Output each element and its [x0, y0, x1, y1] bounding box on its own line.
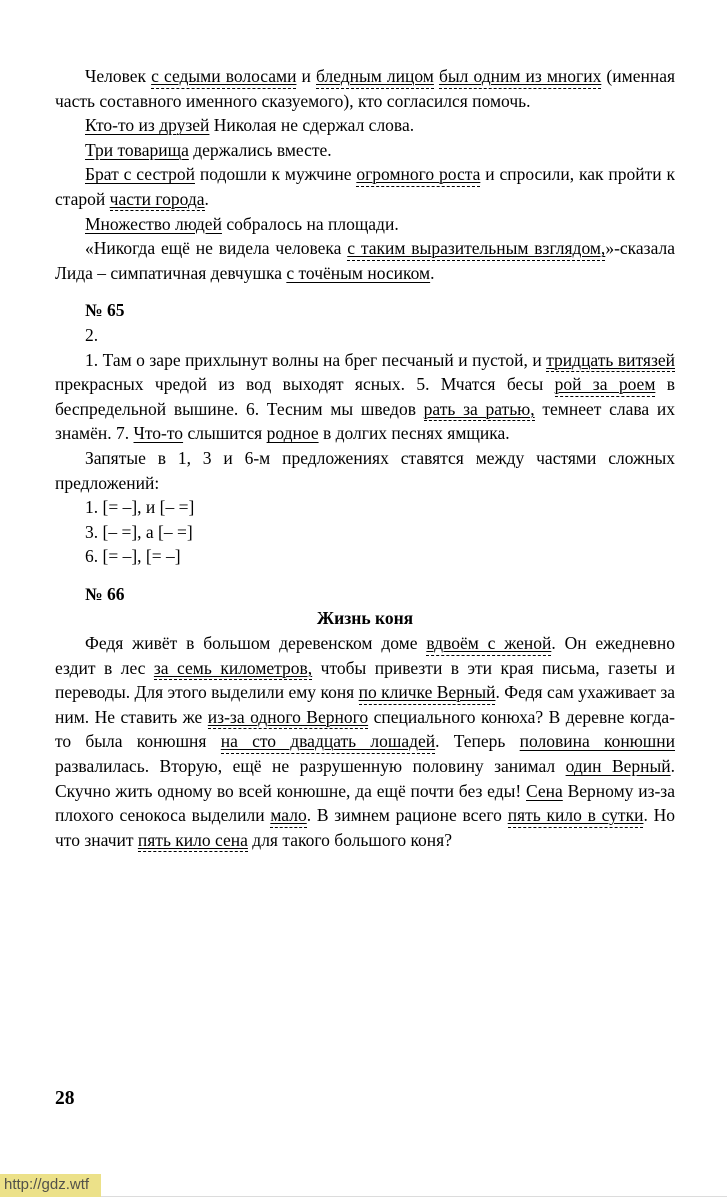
- text-run: 6. [= –], [= –]: [85, 546, 181, 567]
- underlined-text: Сена: [526, 780, 563, 801]
- text-run: .: [204, 188, 209, 209]
- underlined-text: Кто-то из друзей: [85, 115, 210, 136]
- paragraph-tri-tovarishcha: [55, 138, 675, 163]
- text-run: прекрасных чредой из вод выходят ясных. 5. Мчатся бесы: [55, 374, 555, 395]
- underlined-text: с точёным носиком: [286, 262, 431, 283]
- text-run: Николая не сдержал слова.: [209, 115, 415, 136]
- exercise-number-65: [55, 298, 675, 323]
- text-run: (именная часть составного именного сказуемого), кто согласился помочь.: [55, 66, 676, 111]
- underlined-text: Множество людей: [85, 213, 222, 234]
- underlined-text: был одним из многих: [439, 66, 601, 89]
- text-run: Жизнь коня: [316, 608, 414, 629]
- text-run: . В зимнем рационе всего: [306, 805, 508, 826]
- text-run: чтобы привезти в эти края письма, газеты и переводы. Для этого выделили ему коня: [55, 657, 675, 703]
- paragraph-zapyatye: [55, 446, 675, 495]
- text-run: № 65: [85, 300, 125, 321]
- underlined-text: Что-то: [133, 423, 184, 444]
- text-run: Верному из-за плохого сенокоса выделили: [55, 780, 675, 826]
- underlined-text: по кличке Верный: [359, 682, 496, 705]
- paragraph-brat-s-sestroy: [55, 162, 675, 211]
- text-run: 1. Там о заре прихлынут волны на брег песчаный и пустой, и: [85, 349, 547, 370]
- paragraph-tam-o-zare: [55, 348, 675, 446]
- paragraph-nikogda: [55, 236, 675, 285]
- text-run: «Никогда ещё не видела человека: [85, 238, 348, 259]
- text-run: слышится: [183, 423, 267, 444]
- underlined-text: с седыми волосами: [151, 66, 296, 89]
- underlined-text: части города: [110, 189, 205, 212]
- underlined-text: из-за одного Верного: [208, 707, 368, 730]
- text-run: .: [430, 262, 435, 283]
- underlined-text: рать за ратью,: [424, 399, 535, 422]
- underlined-text: бледным лицом: [316, 66, 434, 89]
- page-number: 28: [55, 1088, 75, 1109]
- paragraph-mnozhestvo: [55, 212, 675, 237]
- formula-3: [55, 520, 675, 545]
- text-run: »-сказала Лида – симпатичная девчушка: [55, 238, 675, 283]
- text-run: специального конюха? В деревне когда-то была конюшня: [55, 706, 675, 752]
- underlined-text: тридцать витязей: [546, 350, 675, 373]
- text-run: . Скучно жить одному во всей конюшне, да ещё почти без еды!: [55, 756, 675, 801]
- underlined-text: пять кило сена: [138, 830, 248, 853]
- text-run: для такого большого коня?: [247, 829, 452, 850]
- text-run: подошли к мужчине: [194, 164, 357, 185]
- text-run: . Федя сам ухаживает за ним. Не ставить же: [55, 682, 675, 727]
- paragraph-chelovek: [55, 64, 675, 113]
- formula-6: [55, 544, 675, 569]
- text-run: и: [296, 66, 316, 86]
- formula-1: [55, 495, 675, 520]
- text-run: . Он ежедневно ездит в лес: [55, 633, 675, 678]
- underlined-text: пять кило в сутки: [508, 805, 644, 828]
- underlined-text: вдвоём с женой: [426, 633, 551, 656]
- text-run: 2.: [85, 324, 99, 345]
- underlined-text: Три товарища: [85, 139, 189, 160]
- text-run: в долгих песнях ямщика.: [318, 423, 510, 444]
- underlined-text: за семь километров,: [154, 658, 312, 681]
- text-run: 1. [= –], и [– =]: [85, 497, 195, 518]
- underlined-text: мало: [270, 805, 306, 828]
- underlined-text: рой за роем: [555, 374, 656, 397]
- paragraph-fedya: [55, 631, 675, 852]
- text-run: . Но что значит: [55, 805, 675, 850]
- underlined-text: один Верный: [565, 756, 671, 777]
- exercise-number-66: [55, 582, 675, 607]
- text-run: № 66: [85, 583, 125, 604]
- item-2: [55, 323, 675, 348]
- text-run: темнеет слава их знамён. 7.: [55, 398, 675, 444]
- underlined-text: на сто двадцать лошадей: [221, 731, 435, 754]
- underlined-text: родное: [266, 423, 319, 444]
- text-run: в беспредельной вышине. 6. Тесним мы шведов: [55, 374, 676, 419]
- text-run: . Теперь: [435, 731, 520, 752]
- page-text-block: [55, 64, 675, 852]
- text-run: развалилась. Вторую, ещё не разрушенную половину занимал: [55, 756, 566, 777]
- text-run: Человек: [85, 66, 152, 86]
- title-zhizn-konya: [55, 606, 675, 631]
- underlined-text: половина конюшни: [519, 731, 676, 752]
- text-run: держались вместе.: [188, 139, 332, 160]
- watermark-url: http://gdz.wtf: [0, 1174, 101, 1197]
- underlined-text: Брат с сестрой: [85, 164, 195, 185]
- text-run: Запятые в 1, 3 и 6-м предложениях ставятся между частями сложных предложений:: [55, 447, 675, 493]
- text-run: и спросили, как пройти к старой: [55, 164, 676, 209]
- paragraph-kto-to: [55, 113, 675, 138]
- underlined-text: с таким выразительным взглядом,: [347, 238, 605, 261]
- text-run: 3. [– =], а [– =]: [85, 521, 193, 542]
- underlined-text: огромного роста: [356, 164, 480, 187]
- text-run: Федя живёт в большом деревенском доме: [85, 633, 427, 654]
- text-run: собралось на площади.: [221, 213, 399, 234]
